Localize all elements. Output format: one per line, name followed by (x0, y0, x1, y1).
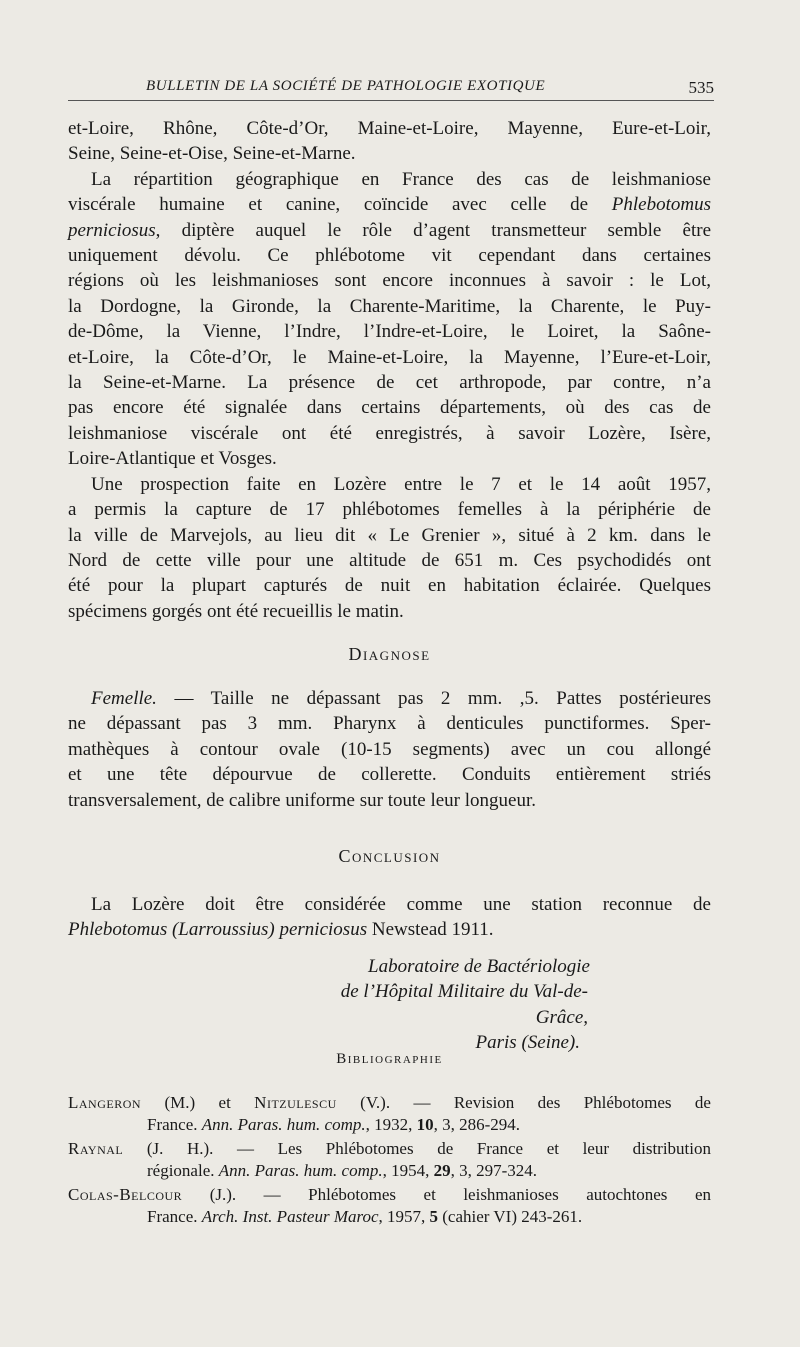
section-heading-diagnose: Diagnose (348, 644, 431, 664)
paragraph-distribution (68, 167, 711, 472)
text-line: de-Dôme, la Vienne, l’Indre, l’Indre-et-Loire, le Loiret, la Saône- (68, 321, 711, 343)
text-span: (M.) et (141, 1093, 255, 1112)
text-span: , 1954, (382, 1161, 434, 1180)
run-in-label: Femelle. (91, 688, 157, 709)
volume-number: 29 (433, 1161, 451, 1180)
text-line: transversalement, de calibre uniforme sur toute leur longueur. (68, 789, 536, 811)
text-line: et une tête dépourvue de collerette. Conduits entièrement striés (68, 764, 711, 786)
text-line (68, 917, 711, 942)
text-line: pas encore été signalée dans certains départements, où des cas de (68, 397, 711, 419)
text-line: et-Loire, la Côte-d’Or, le Maine-et-Loire, la Mayenne, l’Eure-et-Loir, (68, 346, 711, 368)
reference-entry (68, 1092, 711, 1136)
text-span: (J. H.). — Les Phlébotomes de France et leur distribution (123, 1139, 711, 1158)
intro-paragraph (68, 116, 711, 167)
affiliation-line: Laboratoire de Bactériologie (368, 956, 590, 977)
text-line: régions où les leishmanioses sont encore inconnues à savoir : le Lot, (68, 270, 711, 292)
volume-number: 10 (416, 1115, 434, 1134)
text-line: La répartition géographique en France des cas de leishmaniose (91, 168, 711, 190)
text-span: France. (147, 1207, 202, 1226)
text-span: , 3, 286-294. (433, 1115, 521, 1134)
author-name: Nitzulescu (254, 1093, 337, 1112)
journal-name: Arch. Inst. Pasteur Maroc (201, 1207, 379, 1226)
affiliation (300, 954, 650, 1056)
text-line: mathèques à contour ovale (10-15 segments) avec un cou allongé (68, 738, 711, 760)
page-number: 535 (688, 78, 714, 97)
journal-name: Ann. Paras. hum. comp. (218, 1161, 383, 1180)
main-text (68, 116, 711, 624)
text-line: spécimens gorgés ont été recueillis le matin. (68, 600, 404, 622)
affiliation-line: de l’Hôpital Militaire du Val-de-Grâce, (340, 981, 588, 1028)
text-span: France. (147, 1115, 202, 1134)
text-span: (V.). — Revision des Phlébotomes de (336, 1093, 711, 1112)
journal-title: BULLETIN DE LA SOCIÉTÉ DE PATHOLOGIE EXOTIQUE (146, 78, 546, 94)
text-span: Newstead 1911. (367, 919, 494, 941)
reference-entry (68, 1184, 711, 1228)
text-span: régionale. (147, 1161, 219, 1180)
text-span: , 1957, (378, 1207, 430, 1226)
journal-name: Ann. Paras. hum. comp. (201, 1115, 366, 1134)
section-heading-bibliography: Bibliographie (336, 1051, 443, 1067)
bibliography-list (68, 1092, 711, 1230)
author-name: Colas-Belcour (68, 1185, 183, 1204)
text-line: la ville de Marvejols, au lieu dit « Le Grenier », situé à 2 km. dans le (68, 524, 711, 546)
text-span: — Taille ne dépassant pas 2 mm. ,5. Pattes postérieures (156, 688, 711, 709)
text-span: (cahier VI) 243-261. (438, 1207, 583, 1226)
reference-line (68, 1138, 711, 1160)
text-line (68, 686, 711, 711)
text-span: (J.). — Phlébotomes et leishmanioses autochtones en (182, 1185, 711, 1204)
text-line: Une prospection faite en Lozère entre le 7 et le 14 août 1957, (91, 473, 711, 495)
author-name: Raynal (68, 1139, 124, 1158)
conclusion-paragraph (68, 892, 711, 943)
text-line: La Lozère doit être considérée comme une station reconnue de (91, 894, 711, 915)
section-heading-conclusion: Conclusion (338, 846, 441, 866)
text-line: a permis la capture de 17 phlébotomes femelles à la périphérie de (68, 499, 711, 521)
text-line: leishmaniose viscérale ont été enregistrés, à savoir Lozère, Isère, (68, 422, 711, 444)
text-line (68, 218, 711, 243)
paragraph-prospection (68, 472, 711, 624)
text-line: et-Loire, Rhône, Côte-d’Or, Maine-et-Loire, Mayenne, Eure-et-Loir, (68, 118, 711, 139)
reference-line (68, 1160, 711, 1182)
running-header (68, 74, 714, 101)
text-span: , 3, 297-324. (450, 1161, 538, 1180)
reference-line (68, 1092, 711, 1114)
text-line: la Dordogne, la Gironde, la Charente-Maritime, la Charente, le Puy- (68, 295, 711, 317)
text-line: Loire-Atlantique et Vosges. (68, 448, 277, 470)
reference-line (68, 1206, 711, 1228)
text-span: viscérale humaine et canine, coïncide avec celle de (68, 194, 612, 216)
text-line (68, 192, 711, 217)
text-line: uniquement dévolu. Ce phlébotome vit cependant dans certaines (68, 245, 711, 267)
text-span: , diptère auquel le rôle d’agent transmetteur semble être (155, 219, 711, 241)
species-name: Phlebotomus (Larroussius) perniciosus (68, 919, 368, 941)
species-name: Phlebotomus (611, 194, 711, 216)
text-line: Nord de cette ville pour une altitude de 651 m. Ces psychodidés ont (68, 549, 711, 571)
reference-entry (68, 1138, 711, 1182)
affiliation-line: Paris (Seine). (475, 1032, 580, 1054)
reference-line (68, 1184, 711, 1206)
volume-number: 5 (429, 1207, 439, 1226)
text-line: été pour la plupart capturés de nuit en habitation éclairée. Quelques (68, 575, 711, 597)
diagnose-paragraph (68, 686, 711, 813)
text-line: Seine, Seine-et-Oise, Seine-et-Marne. (68, 143, 356, 165)
reference-line (68, 1114, 711, 1136)
species-name: perniciosus (68, 219, 156, 241)
text-line: ne dépassant pas 3 mm. Pharynx à denticules punctiformes. Sper- (68, 713, 711, 735)
text-span: , 1932, (365, 1115, 417, 1134)
text-line: la Seine-et-Marne. La présence de cet arthropode, par contre, n’a (68, 372, 711, 394)
author-name: Langeron (68, 1093, 142, 1112)
